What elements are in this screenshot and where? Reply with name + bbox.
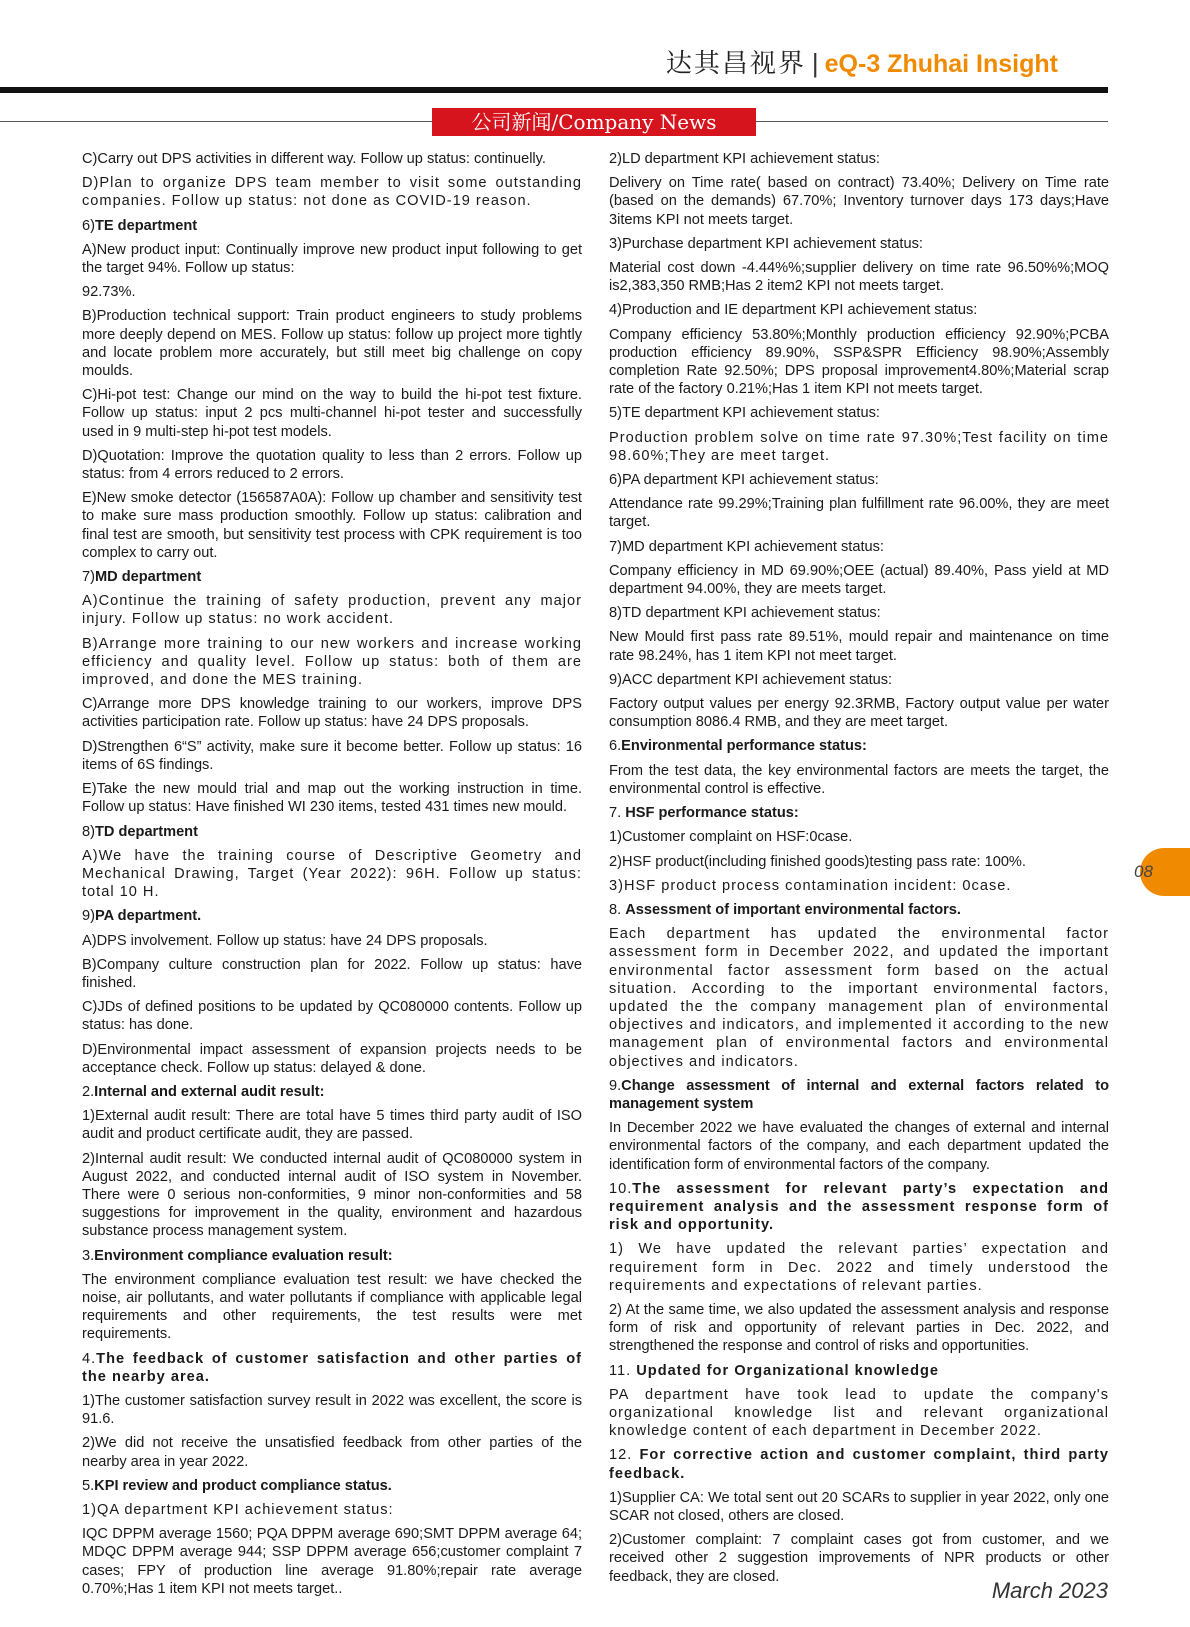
paragraph-heading: HSF performance status: xyxy=(625,805,799,822)
right-paragraph xyxy=(609,804,1109,822)
paragraph-text: The customer satisfaction survey result in 2022 was excellent, the score is 91.6. xyxy=(82,1392,582,1428)
paragraph-text: QA department KPI achievement status: xyxy=(96,1502,394,1518)
paragraph-text: 4. xyxy=(82,1350,97,1367)
right-paragraph xyxy=(609,671,1109,689)
right-paragraph xyxy=(609,150,1109,168)
paragraph-text: 7)MD department KPI achievement status: xyxy=(609,538,884,555)
left-paragraph xyxy=(82,1525,582,1598)
paragraph-text: 9) xyxy=(82,908,95,925)
paragraph-text: E)New smoke detector (156587A0A): Follow up chamber and sensitivity test to make sure mass production smoothly. Follow up status: calibration and final test are smooth, but sensitivity test process with CPK requirement is too complex to carry out. xyxy=(82,490,582,561)
paragraph-text: B)Arrange more training to our new workers and increase working efficiency and quality level. Follow up status: both of them are improved, and done the MES training. xyxy=(82,635,582,689)
paragraph-text: B)Company culture construction plan for 2022. Follow up status: have finished. xyxy=(82,956,582,991)
left-paragraph xyxy=(82,1150,582,1241)
paragraph-text: 2)HSF product(including finished goods)testing pass rate: 100%. xyxy=(609,853,1026,870)
header-title-english: eQ-3 Zhuhai Insight xyxy=(824,50,1058,78)
paragraph-text: 8)TD department KPI achievement status: xyxy=(609,605,881,622)
header-rule-thick xyxy=(0,87,1108,93)
paragraph-text: Factory output values per energy 92.3RMB, Factory output value per water consumption 8086.4 RMB, and they are meet target. xyxy=(609,696,1109,731)
left-paragraph xyxy=(82,307,582,380)
paragraph-heading: PA department. xyxy=(94,908,202,925)
paragraph-heading: For corrective action and customer complaint, third party feedback. xyxy=(609,1447,1110,1482)
paragraph-heading: The assessment for relevant party’s expectation and requirement analysis and the assessment response form of risk and opportunity. xyxy=(609,1180,1109,1234)
right-paragraph xyxy=(609,429,1109,465)
right-paragraph xyxy=(609,1362,1109,1380)
left-paragraph xyxy=(82,1434,582,1470)
right-paragraph xyxy=(609,628,1109,664)
paragraph-text: 6) xyxy=(82,217,95,234)
left-paragraph xyxy=(82,695,582,731)
right-paragraph xyxy=(609,1386,1109,1441)
right-paragraph xyxy=(609,925,1109,1071)
right-paragraph xyxy=(609,471,1109,489)
paragraph-heading: The feedback of customer satisfaction and other parties of the nearby area. xyxy=(82,1350,582,1385)
paragraph-text: 10. xyxy=(609,1180,633,1197)
paragraph-text: 9)ACC department KPI achievement status: xyxy=(609,671,893,688)
right-paragraph xyxy=(609,604,1109,622)
paragraph-text: A)Continue the training of safety production, prevent any major injury. Follow up status: no work accident. xyxy=(82,593,582,628)
paragraph-text: D)Quotation: Improve the quotation quality to less than 2 errors. Follow up status: from 4 errors reduced to 2 errors. xyxy=(82,447,582,483)
paragraph-text: B)Production technical support: Train product engineers to study problems more deeply depend on MES. Follow up status: follow up project more tightly and locate problem more accurately, but still meet big challenge on copy moulds. xyxy=(82,308,582,380)
paragraph-text: 2. xyxy=(82,1083,95,1100)
left-paragraph xyxy=(82,283,582,301)
left-paragraph xyxy=(82,592,582,628)
right-paragraph xyxy=(609,1119,1109,1174)
left-paragraph xyxy=(82,1247,582,1265)
left-paragraph xyxy=(82,1271,582,1344)
paragraph-text: 3)Purchase department KPI achievement status: xyxy=(609,235,923,252)
right-paragraph xyxy=(609,1446,1109,1482)
paragraph-text: 7. xyxy=(609,805,626,822)
paragraph-heading: Environmental performance status: xyxy=(621,738,867,755)
left-paragraph xyxy=(82,1501,582,1519)
paragraph-text: 8) xyxy=(82,823,95,840)
left-paragraph xyxy=(82,568,582,586)
left-paragraph xyxy=(82,823,582,841)
paragraph-text: D)Environmental impact assessment of expansion projects needs to be acceptance check. Follow up status: delayed & done. xyxy=(82,1041,582,1076)
paragraph-text: 2)Internal audit result: We conducted internal audit of QC080000 system in August 2022, and conducted internal audit of ISO system in November. There were 0 serious non-conformities, 9 minor non-conformities and 58 suggestions for improvement in the quality, environment and hazardous substance process management system. xyxy=(82,1150,582,1240)
left-paragraph xyxy=(82,217,582,235)
paragraph-text: Production problem solve on time rate 97.30%;Test facility on time 98.60%;They are meet target. xyxy=(609,429,1109,464)
left-paragraph xyxy=(82,1041,582,1077)
paragraph-text: 5. xyxy=(82,1477,95,1494)
paragraph-heading: Environment compliance evaluation result: xyxy=(94,1247,393,1264)
paragraph-text: IQC DPPM average 1560; PQA DPPM average 690;SMT DPPM average 64; MDQC DPPM average 944; SSP DPPM average 656;customer complaint 7 cases; FPY of production line average 91.80%;repair rate average 0.70%;Has 1 item KPI not meets target.. xyxy=(82,1526,582,1597)
right-paragraph xyxy=(609,301,1109,319)
paragraph-text: Company efficiency 53.80%;Monthly production efficiency 92.90%;PCBA production efficiency 89.90%, SSP&SPR Efficiency 98.90%;Assembly completion Rate 92.50%; DPS proposal improvement4.80%;Material scrap rate of the factory 0.21%;Has 1 item KPI not meets target. xyxy=(609,326,1109,398)
left-paragraph xyxy=(82,907,582,925)
header-title-chinese: 达其昌视界 xyxy=(665,49,806,79)
left-paragraph xyxy=(82,174,582,210)
paragraph-heading: Change assessment of internal and external factors related to management system xyxy=(609,1077,1109,1112)
paragraph-text: D)Strengthen 6“S” activity, make sure it become better. Follow up status: 16 items of 6S findings. xyxy=(82,738,582,773)
header-separator: | xyxy=(811,48,819,78)
paragraph-text: 1) xyxy=(82,1392,95,1409)
paragraph-text: 4)Production and IE department KPI achievement status: xyxy=(609,302,978,319)
right-paragraph xyxy=(609,1301,1109,1356)
right-paragraph xyxy=(609,1240,1109,1295)
paragraph-text: 9. xyxy=(609,1077,622,1094)
paragraph-text: 1) xyxy=(82,1502,97,1518)
paragraph-text: 3. xyxy=(82,1247,95,1264)
right-paragraph xyxy=(609,828,1109,846)
left-paragraph xyxy=(82,847,582,902)
paragraph-text: Material cost down -4.44%%;supplier delivery on time rate 96.50%%;MOQ is2,383,350 RMB;Has 2 item2 KPI not meets target. xyxy=(609,260,1109,295)
right-paragraph xyxy=(609,901,1109,919)
paragraph-text: C)Carry out DPS activities in different way. Follow up status: continuelly. xyxy=(82,151,546,167)
page-number: 08 xyxy=(1134,862,1153,881)
left-paragraph xyxy=(82,932,582,950)
paragraph-text: 2)Customer complaint: 7 complaint cases got from customer, and we received other 2 suggestion improvements of NPR products or other feedback, they are closed. xyxy=(609,1532,1109,1585)
left-paragraph xyxy=(82,386,582,441)
paragraph-text: 1) We have updated the relevant parties’ expectation and requirement form in Dec. 2022 and timely understood the requirements and expectations of relevant parties. xyxy=(609,1241,1109,1294)
left-paragraph xyxy=(82,1392,582,1428)
paragraph-text: The environment compliance evaluation test result: we have checked the noise, air pollutants, and water pollutants if compliance with applicable legal requirements and other requirements, the test results were met requirements. xyxy=(82,1271,582,1343)
right-paragraph xyxy=(609,853,1109,871)
paragraph-heading: Assessment of important environmental factors. xyxy=(625,901,961,918)
header-title xyxy=(666,48,1058,79)
paragraph-heading: KPI review and product compliance status. xyxy=(94,1477,392,1494)
right-paragraph xyxy=(609,404,1109,422)
right-column xyxy=(609,150,1109,1592)
paragraph-text: 6. xyxy=(609,738,622,755)
paragraph-heading: MD department xyxy=(94,569,202,586)
paragraph-text: We did not receive the unsatisfied feedback from other parties of the nearby area in year 2022. xyxy=(82,1435,582,1470)
left-paragraph xyxy=(82,241,582,277)
left-paragraph xyxy=(82,956,582,992)
section-banner: 公司新闻/Company News xyxy=(432,108,756,136)
left-column xyxy=(82,150,582,1604)
left-paragraph xyxy=(82,489,582,562)
paragraph-heading: TD department xyxy=(94,823,198,840)
paragraph-text: C)Arrange more DPS knowledge training to our workers, improve DPS activities participation rate. Follow up status: have 24 DPS proposals. xyxy=(82,696,582,731)
paragraph-text: 12. xyxy=(609,1447,640,1464)
paragraph-text: C)Hi-pot test: Change our mind on the way to build the hi-pot test fixture. Follow up status: input 2 pcs multi-channel hi-pot tester and successfully used in 9 multi-step hi-pot test models. xyxy=(82,387,582,440)
paragraph-text: 2) At the same time, we also updated the assessment analysis and response form of risk and opportunity of relevant parties in Dec. 2022, and strengthened the response and control of risks and opportunities. xyxy=(609,1301,1109,1355)
paragraph-text: 8. xyxy=(609,901,626,918)
right-paragraph xyxy=(609,326,1109,399)
paragraph-text: 11. xyxy=(609,1362,637,1379)
right-paragraph xyxy=(609,762,1109,798)
paragraph-text: 5)TE department KPI achievement status: xyxy=(609,405,880,422)
left-paragraph xyxy=(82,1107,582,1143)
paragraph-text: 1)Supplier CA: We total sent out 20 SCARs to supplier in year 2022, only one SCAR not closed, others are closed. xyxy=(609,1489,1109,1524)
left-paragraph xyxy=(82,998,582,1034)
right-paragraph xyxy=(609,174,1109,229)
paragraph-text: 2)LD department KPI achievement status: xyxy=(609,151,880,167)
paragraph-text: 3)HSF product process contamination incident: 0case. xyxy=(609,877,1012,894)
paragraph-text: PA department have took lead to update the company's organizational knowledge list and relevant organizational knowledge content of each department in December 2022. xyxy=(609,1386,1109,1440)
left-paragraph xyxy=(82,1350,582,1386)
paragraph-text: 6)PA department KPI achievement status: xyxy=(609,472,879,489)
right-paragraph xyxy=(609,1180,1109,1235)
left-paragraph xyxy=(82,1083,582,1101)
issue-date: March 2023 xyxy=(991,1578,1108,1603)
left-paragraph xyxy=(82,150,582,168)
paragraph-heading: TE department xyxy=(94,217,198,234)
paragraph-text: C)JDs of defined positions to be updated by QC080000 contents. Follow up status: has done. xyxy=(82,999,582,1034)
paragraph-heading: Updated for Organizational knowledge xyxy=(636,1362,940,1379)
paragraph-heading: Internal and external audit result: xyxy=(94,1083,325,1100)
paragraph-text: 1)Customer complaint on HSF:0case. xyxy=(609,829,853,846)
paragraph-text: Each department has updated the environmental factor assessment form in December 2022, and updated the important environmental factor assessment form based on the actual situation. According to the important environmental factors, updated the the company management plan of environmental objectives and indicators, and implemented it according to the new management plan of environmental factors and environmental objectives and indicators. xyxy=(609,926,1109,1070)
paragraph-text: 92.73%. xyxy=(82,284,136,301)
right-paragraph xyxy=(609,495,1109,531)
paragraph-text: D)Plan to organize DPS team member to visit some outstanding companies. Follow up status: not done as COVID-19 reason. xyxy=(82,175,582,210)
paragraph-text: Attendance rate 99.29%;Training plan fulfillment rate 96.00%, they are meet target. xyxy=(609,496,1109,531)
left-paragraph xyxy=(82,1477,582,1495)
paragraph-text: Company efficiency in MD 69.90%;OEE (actual) 89.40%, Pass yield at MD department 94.00%, they are meets target. xyxy=(609,562,1109,598)
right-paragraph xyxy=(609,737,1109,755)
paragraph-text: A)DPS involvement. Follow up status: have 24 DPS proposals. xyxy=(82,932,488,949)
left-paragraph xyxy=(82,447,582,483)
paragraph-text: 1)External audit result: There are total have 5 times third party audit of ISO audit and product certificate audit, they are passed. xyxy=(82,1108,582,1143)
left-paragraph xyxy=(82,738,582,774)
right-paragraph xyxy=(609,1489,1109,1525)
paragraph-text: New Mould first pass rate 89.51%, mould repair and maintenance on time rate 98.24%, has 1 item KPI not meet target. xyxy=(609,629,1109,664)
paragraph-text: 2) xyxy=(82,1435,95,1452)
right-paragraph xyxy=(609,259,1109,295)
right-paragraph xyxy=(609,877,1109,895)
right-paragraph xyxy=(609,562,1109,598)
paragraph-text: In December 2022 we have evaluated the changes of external and internal environmental factors of the company, and each department updated the identification form of environmental factors of the company. xyxy=(609,1120,1109,1173)
left-paragraph xyxy=(82,635,582,690)
paragraph-text: From the test data, the key environmental factors are meets the target, the environmental control is effective. xyxy=(609,762,1109,797)
right-paragraph xyxy=(609,695,1109,731)
paragraph-text: E)Take the new mould trial and map out the working instruction in time. Follow up status: Have finished WI 230 items, tested 431 times new mould. xyxy=(82,781,582,816)
right-paragraph xyxy=(609,1077,1109,1113)
left-paragraph xyxy=(82,780,582,816)
paragraph-text: 7) xyxy=(82,569,95,586)
right-paragraph xyxy=(609,235,1109,253)
paragraph-text: A)New product input: Continually improve new product input following to get the target 94%. Follow up status: xyxy=(82,241,582,277)
paragraph-text: Delivery on Time rate( based on contract) 73.40%; Delivery on Time rate (based on the demands) 67.70%; Inventory turnover days 173 days;Have 3items KPI not meets target. xyxy=(609,175,1109,228)
right-paragraph xyxy=(609,538,1109,556)
paragraph-text: A)We have the training course of Descriptive Geometry and Mechanical Drawing, Target (Year 2022): 96H. Follow up status: total 10 H. xyxy=(82,847,582,901)
